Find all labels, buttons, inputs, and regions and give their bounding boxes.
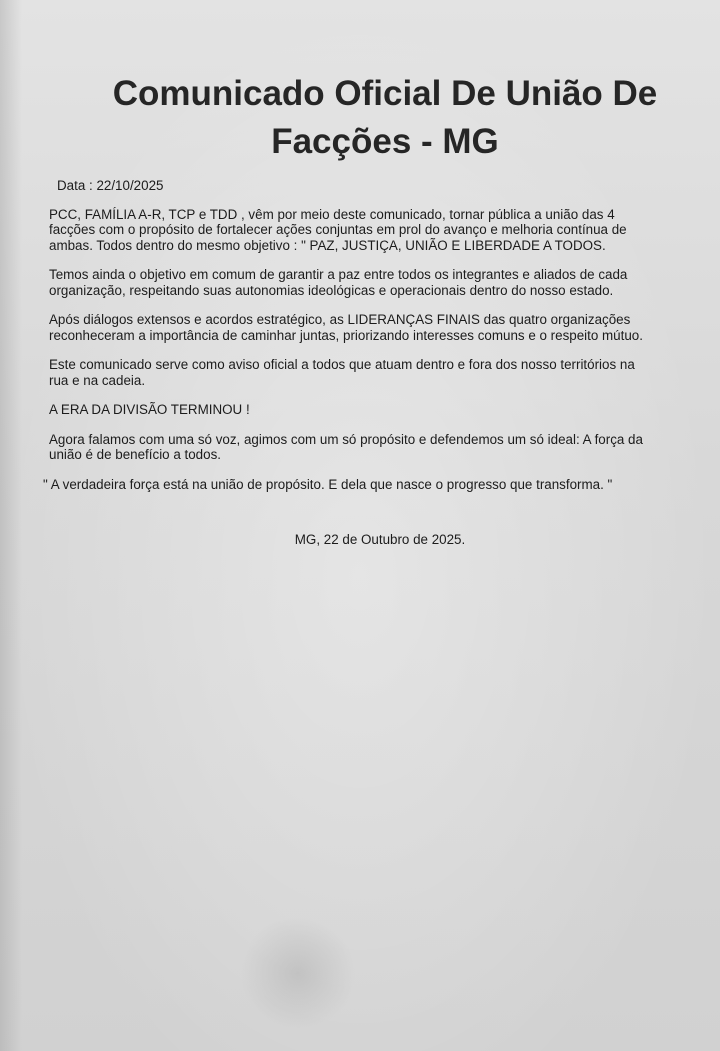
paragraph-one-voice: Agora falamos com uma só voz, agimos com um só propósito e defendemos um só ideal: A força da união é de benefício a todos. bbox=[49, 431, 643, 462]
document-date: Data : 22/10/2025 bbox=[57, 178, 164, 193]
paragraph-leadership: Após diálogos extensos e acordos estratégico, as LIDERANÇAS FINAIS das quatro organizações reconheceram a importância de caminhar juntas, priorizando interesses comuns e o respeito mútuo. bbox=[49, 312, 643, 343]
document-body bbox=[43, 178, 720, 506]
document-title bbox=[40, 70, 720, 166]
paper-smudge bbox=[238, 918, 358, 1028]
paragraph-notice: Este comunicado serve como aviso oficial a todos que atuam dentro e fora dos nosso territórios na rua e na cadeia. bbox=[49, 357, 635, 388]
closing-quote: " A verdadeira força está na união de propósito. E dela que nasce o progresso que transforma. " bbox=[43, 476, 613, 492]
paragraph-era: A ERA DA DIVISÃO TERMINOU ! bbox=[49, 402, 250, 417]
title-line-1: Comunicado Oficial De União De bbox=[112, 74, 658, 113]
document-signature: MG, 22 de Outubro de 2025. bbox=[294, 532, 466, 547]
paragraph-union: PCC, FAMÍLIA A-R, TCP e TDD , vêm por meio deste comunicado, tornar pública a união das 4 facções com o propósito de fortalecer ações conjuntas em prol do avanço e melhoria contínua de ambas. Todos dentro do mesmo objetivo : " PAZ, JUSTIÇA, UNIÃO E LIBERDADE A TODOS. bbox=[49, 206, 627, 253]
page-edge-shadow bbox=[0, 0, 22, 1051]
title-line-2: Facções - MG bbox=[271, 122, 499, 161]
paragraph-peace: Temos ainda o objetivo em comum de garantir a paz entre todos os integrantes e aliados de cada organização, respeitando suas autonomias ideológicas e operacionais dentro do nosso estado. bbox=[49, 267, 628, 298]
